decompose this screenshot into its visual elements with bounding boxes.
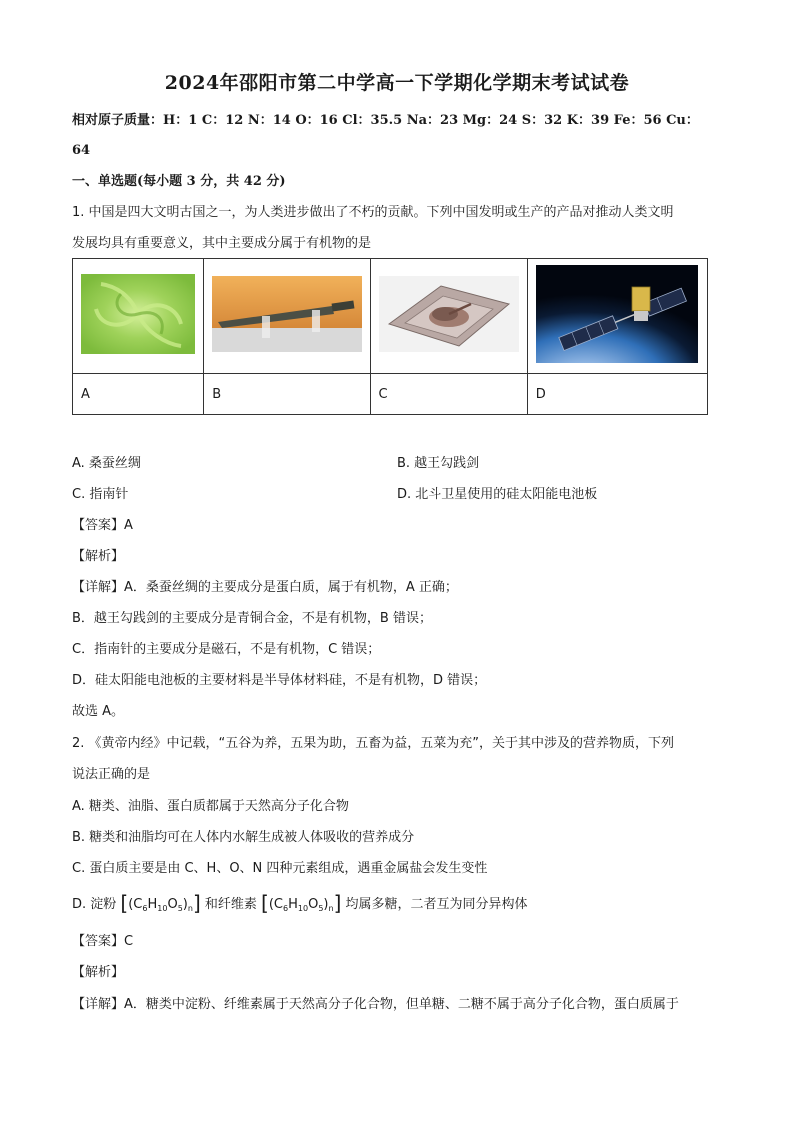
q1-detail-4: D．硅太阳能电池板的主要材料是半导体材料硅，不是有机物，D 错误； bbox=[72, 673, 487, 688]
table-label-b: B bbox=[204, 374, 370, 415]
q2-answer: 【答案】C bbox=[72, 934, 134, 949]
q2-analysis: 【解析】 bbox=[72, 965, 125, 980]
table-label-a: A bbox=[73, 374, 204, 415]
q2-option-d-suffix: 均属多糖，二者互为同分异构体 bbox=[345, 897, 528, 912]
q2-option-a: A. 糖类、油脂、蛋白质都属于天然高分子化合物 bbox=[72, 799, 349, 814]
q1-analysis: 【解析】 bbox=[72, 549, 125, 564]
q1-detail-3: C．指南针的主要成分是磁石，不是有机物，C 错误； bbox=[72, 642, 381, 657]
q1-stem-line2: 发展均具有重要意义，其中主要成分属于有机物的是 bbox=[72, 236, 372, 251]
atomic-masses-line2: 64 bbox=[72, 143, 91, 158]
compass-image bbox=[379, 276, 519, 352]
starch-formula: $[(C_6H_{10}O_5)_n]$ bbox=[120, 891, 201, 915]
table-label-d: D bbox=[527, 374, 707, 415]
satellite-image-cell bbox=[527, 259, 707, 374]
q1-option-a: A. 桑蚕丝绸 bbox=[72, 456, 141, 471]
q1-option-b: B. 越王勾践剑 bbox=[397, 456, 480, 471]
q1-detail-2: B．越王勾践剑的主要成分是青铜合金，不是有机物，B 错误； bbox=[72, 611, 432, 626]
q1-image-table bbox=[72, 258, 708, 415]
q2-stem-line2: 说法正确的是 bbox=[72, 767, 151, 782]
q2-option-d-mid: 和纤维素 bbox=[204, 897, 257, 912]
q2-stem-line1: 2. 《黄帝内经》中记载，“五谷为养，五果为助，五畜为益，五菜为充”，关于其中涉及的营养物质，下列 bbox=[72, 736, 675, 751]
q1-answer: 【答案】A bbox=[72, 518, 133, 533]
q1-conclusion: 故选 A。 bbox=[72, 704, 125, 719]
q2-option-d-prefix: D. 淀粉 bbox=[72, 897, 117, 912]
q1-option-c: C. 指南针 bbox=[72, 487, 129, 502]
atomic-masses-line1: 相对原子质量：H：1 C：12 N：14 O：16 Cl：35.5 Na：23 Mg：24 S：32 K：39 Fe：56 Cu： bbox=[72, 113, 699, 128]
silk-image bbox=[81, 274, 195, 354]
q1-stem-line1: 1. 中国是四大文明古国之一，为人类进步做出了不朽的贡献。下列中国发明或生产的产品对推动人类文明 bbox=[72, 205, 674, 220]
table-label-c: C bbox=[370, 374, 527, 415]
cellulose-formula: $[(C_6H_{10}O_5)_n]$ bbox=[261, 891, 342, 915]
sword-image-cell bbox=[204, 259, 370, 374]
q2-detail-1: 【详解】A．糖类中淀粉、纤维素属于天然高分子化合物，但单糖、二糖不属于高分子化合物，蛋白质属于 bbox=[72, 997, 679, 1012]
satellite-image bbox=[536, 265, 698, 363]
q2-option-c: C. 蛋白质主要是由 C、H、O、N 四种元素组成，遇重金属盐会发生变性 bbox=[72, 861, 488, 876]
page-title: 2024年邵阳市第二中学高一下学期化学期末考试试卷 bbox=[164, 72, 630, 94]
silk-image-cell bbox=[73, 259, 204, 374]
q2-option-d bbox=[72, 891, 528, 918]
sword-image bbox=[212, 276, 362, 352]
q1-detail-1: 【详解】A．桑蚕丝绸的主要成分是蛋白质，属于有机物，A 正确； bbox=[72, 580, 458, 595]
compass-image-cell bbox=[370, 259, 527, 374]
q1-option-d: D. 北斗卫星使用的硅太阳能电池板 bbox=[397, 487, 598, 502]
section1-heading: 一、单选题(每小题 3 分，共 42 分) bbox=[72, 174, 286, 189]
q2-option-b: B. 糖类和油脂均可在人体内水解生成被人体吸收的营养成分 bbox=[72, 830, 415, 845]
